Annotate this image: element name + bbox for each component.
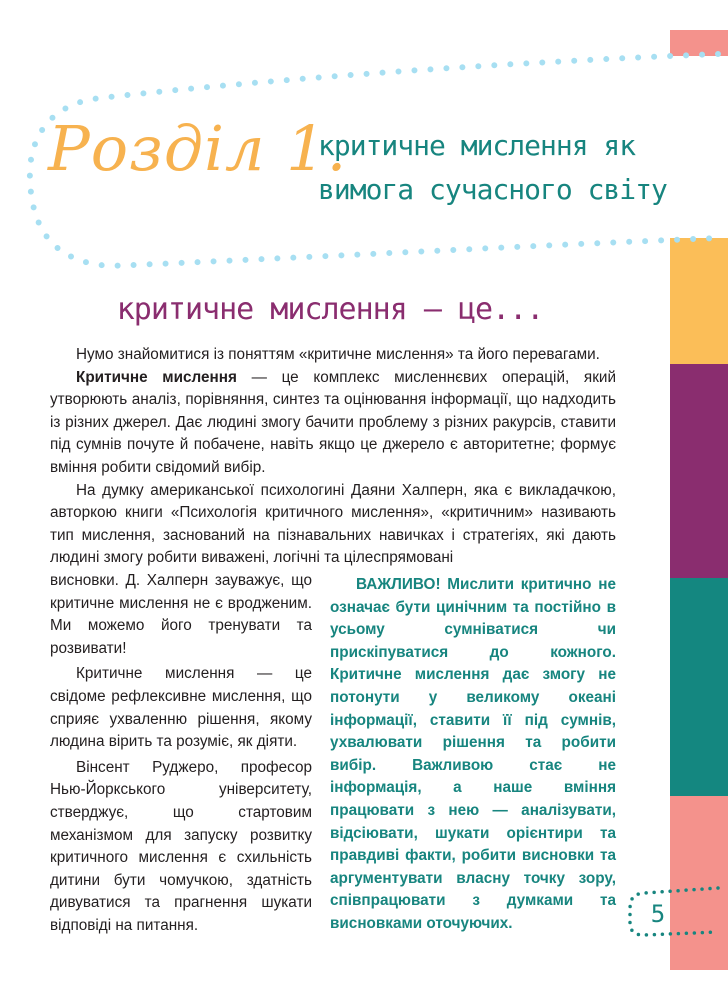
halpern-paragraph: висновки. Д. Халперн зауважує, що критичне мислення не є вродженим. Ми можемо його тренувати та розвивати! (50, 572, 312, 657)
intro-paragraph: Нумо знайомитися із поняттям «критичне мислення» та його перевагами. (76, 346, 600, 363)
left-column (50, 570, 312, 938)
definition-term: Критичне мислення (76, 368, 237, 386)
chapter-label: Розділ 1. (48, 112, 348, 185)
definition-text: — це комплекс мисленнєвих операцій, який утворюють аналіз, порівняння, синтез та оцінювання інформації, що надходить із різних джерел. Дає людині змогу бачити проблему з різних ракурсів, ставити під сумнів почуте й побачене, навіть якщо це джерело є авторитетне; формує вміння робити свідомий вибір. (50, 368, 616, 476)
chapter-title (318, 124, 667, 212)
page-number: 5 (650, 900, 666, 928)
definition-paragraph (50, 367, 616, 480)
chapter-title-line-1: критичне мислення як (318, 129, 636, 162)
halpern-paragraph-head: На думку американської психологині Даяни Халперн, яка є викладачкою, авторкою книги «Психологія критичного мислення», «критичним» називають тип мислення, заснований на пізнавальних навичках і стратегіях, які дають людині змогу робити виважені, логічні та цілеспрямовані (50, 481, 616, 567)
section-title: критичне мислення — це... (116, 292, 544, 327)
important-note: ВАЖЛИВО! Мислити критично не означає бути цинічним та постійно в усьому сумніватися чи прискіпуватися до кожного. Критичне мислення дає змогу не потонути у великому океані інформації, ставити її під сумнів, ухвалювати рішення та робити вибір. Важливою стає не інформація, а наше вміння працювати з нею — аналізувати, відсіювати, шукати орієнтири та правдиві факти, робити висновки та аргументувати власну точку зору, співпрацювати з думками та висновками оточуючих. (330, 576, 616, 932)
ruggiero-paragraph: Вінсент Руджеро, професор Нью-Йоркського університету, стверджує, що стартовим механізмом для запуску розвитку критичного мислення є схильність дитини бути чомучкою, здатність дивуватися та прагнення шукати відповіді на питання. (50, 758, 312, 934)
intro-text-block (50, 344, 616, 570)
page-number-dotted-frame (630, 888, 718, 935)
reflexive-paragraph: Критичне мислення — це свідоме рефлексивне мислення, що сприяє ухваленню рішення, якому людина вірить та розуміє, як діяти. (50, 665, 312, 751)
chapter-title-line-2: вимога сучасного світу (318, 173, 667, 206)
